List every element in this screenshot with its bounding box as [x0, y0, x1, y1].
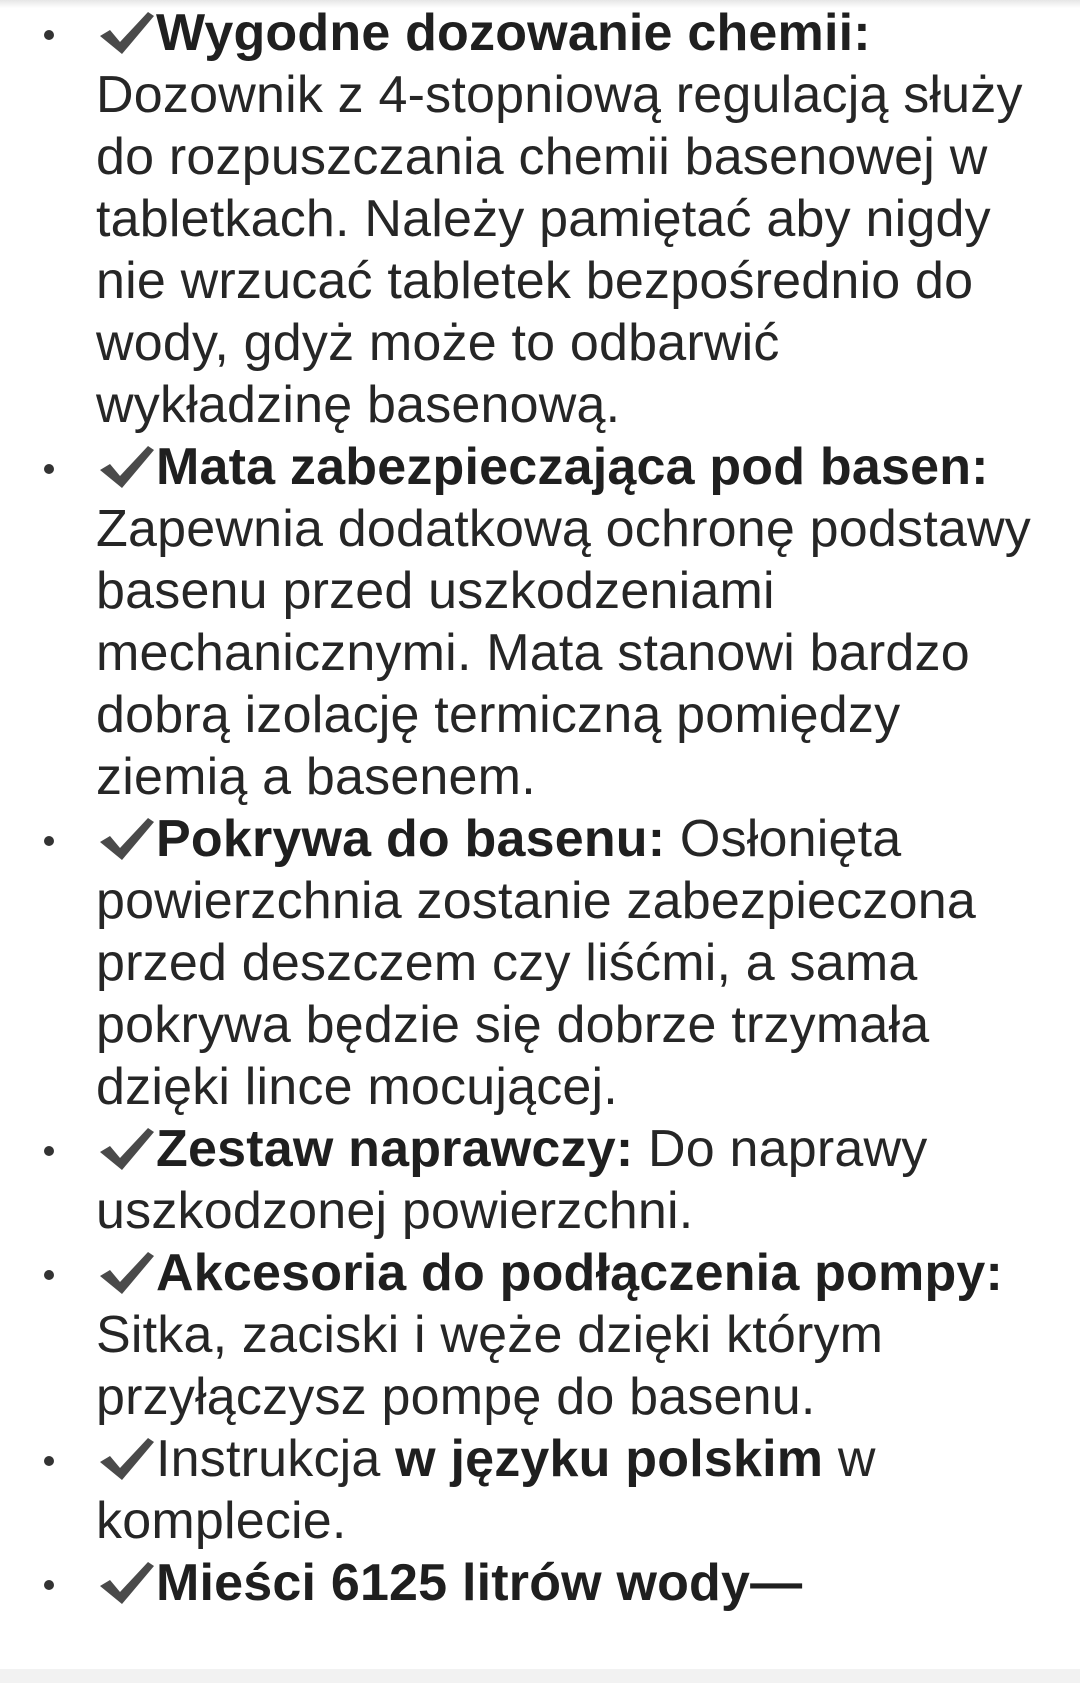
- list-item: [0, 1428, 1080, 1552]
- bottom-edge: [0, 1669, 1080, 1683]
- bullet-dot-icon: [44, 464, 54, 474]
- item-text: Sitka, zaciski i węże dzięki którym przyłączysz pompę do basenu.: [96, 1306, 884, 1426]
- item-text: Dozownik z 4-stopniową regulacją służy do rozpuszczania chemii basenowej w tabletkach. Należy pamiętać aby nigdy nie wrzucać tabletek bezpośrednio do wody, gdyż może to odbarwić wykładzinę basenową.: [96, 66, 1023, 434]
- item-title: Akcesoria do podłączenia pompy:: [156, 1244, 1004, 1302]
- list-item: [0, 808, 1080, 1118]
- check-mark-icon: [96, 1434, 156, 1484]
- bullet-dot-icon: [44, 836, 54, 846]
- item-title: Wygodne dozowanie chemii:: [156, 4, 871, 62]
- list-item: [0, 1552, 1080, 1614]
- check-mark-icon: [96, 1248, 156, 1298]
- list-item: [0, 1242, 1080, 1428]
- check-mark-icon: [96, 8, 156, 58]
- list-item: [0, 436, 1080, 808]
- item-text: Zapewnia dodatkową ochronę podstawy basenu przed uszkodzeniami mechanicznymi. Mata stanowi bardzo dobrą izolację termiczną pomiędzy ziemią a basenem.: [96, 500, 1031, 806]
- check-mark-icon: [96, 442, 156, 492]
- check-mark-icon: [96, 1558, 156, 1608]
- item-title: Mieści 6125 litrów wody—: [156, 1554, 803, 1612]
- bullet-dot-icon: [44, 1580, 54, 1590]
- bullet-dot-icon: [44, 1146, 54, 1156]
- item-text-post: w komplecie.: [96, 1430, 876, 1550]
- check-mark-icon: [96, 814, 156, 864]
- bullet-dot-icon: [44, 30, 54, 40]
- check-mark-icon: [96, 1124, 156, 1174]
- item-text: Do naprawy uszkodzonej powierzchni.: [96, 1120, 928, 1240]
- bullet-dot-icon: [44, 1456, 54, 1466]
- item-title: Zestaw naprawczy:: [156, 1120, 634, 1178]
- bullet-dot-icon: [44, 1270, 54, 1280]
- item-title: Pokrywa do basenu:: [156, 810, 666, 868]
- list-item: [0, 1118, 1080, 1242]
- item-title: Mata zabezpieczająca pod basen:: [156, 438, 989, 496]
- item-text-bold: w języku polskim: [395, 1430, 824, 1488]
- item-text: Osłonięta powierzchnia zostanie zabezpieczona przed deszczem czy liśćmi, a sama pokrywa będzie się dobrze trzymała dzięki lince mocującej.: [96, 810, 976, 1116]
- list-item: [0, 2, 1080, 436]
- item-text-pre: Instrukcja: [156, 1430, 396, 1488]
